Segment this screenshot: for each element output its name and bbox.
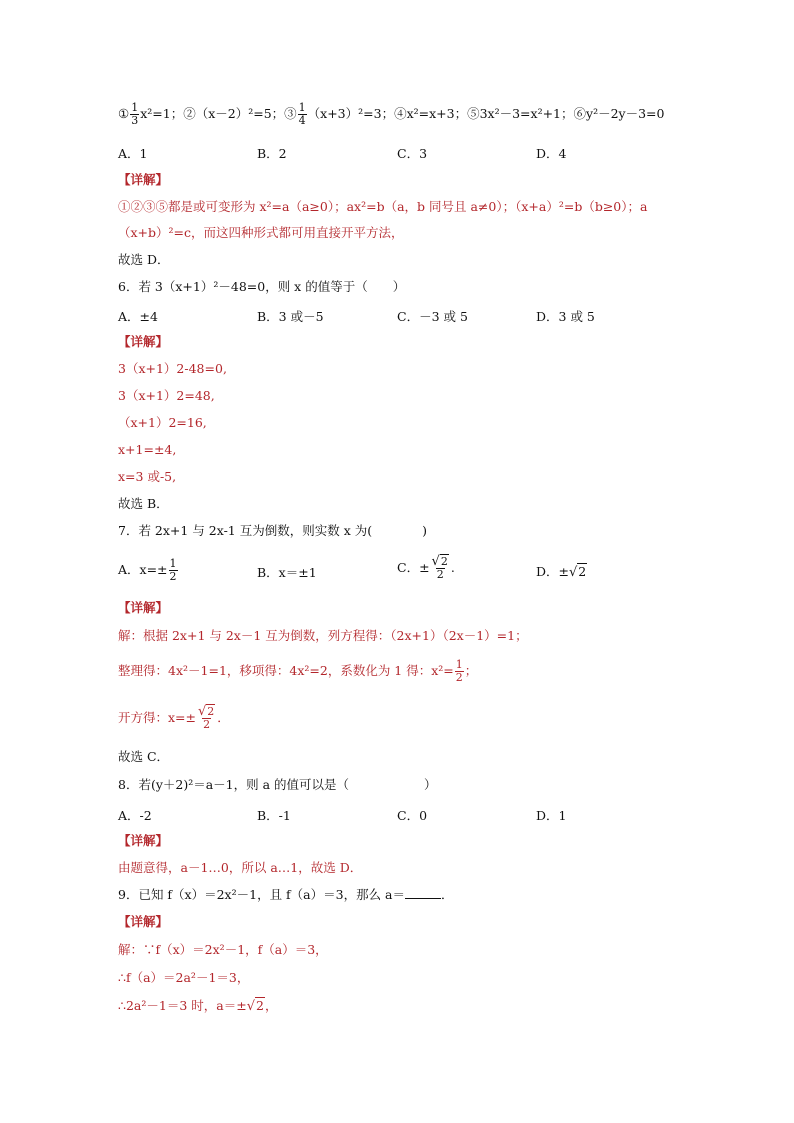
q5-items-text: x²=1；②（x－2）²=5；③ (140, 106, 297, 121)
q7-explain-heading: 【详解】 (118, 600, 169, 615)
q7-explain-line-3: 开方得：x=± $\frac{√2}{2}$ ． (118, 704, 230, 731)
q6-answer: 故选 B． (118, 496, 169, 511)
q7-answer: 故选 C． (118, 749, 170, 764)
q7-option-c: C．± $\frac{√2}{2}$ . (397, 554, 455, 581)
answer-blank (405, 886, 441, 899)
q5-fraction-1: $\frac{1}{3}$ (131, 101, 139, 127)
q6-stem: 6．若 3（x+1）²－48=0，则 x 的值等于（ ） (118, 279, 406, 294)
q7-option-d: D．±√2 (536, 564, 587, 580)
q5-stem (118, 102, 664, 127)
q6-option-d: D．3 或 5 (536, 309, 595, 324)
q5-option-a: A．1 (118, 146, 148, 161)
q5-fraction-2: $\frac{1}{4}$ (298, 101, 306, 127)
q7-explain-line-1: 解：根据 2x+1 与 2x－1 互为倒数，列方程得：（2x+1）（2x－1）=1； (118, 628, 528, 643)
q7-option-a-fraction: $\frac{1}{2}$ (169, 557, 177, 583)
q5-item-1-label: ① (118, 106, 130, 121)
q8-explain-heading: 【详解】 (118, 833, 169, 848)
q9-explain-line-3: ∴2a²－1＝3 时，a＝±√2， (118, 998, 278, 1014)
q6-option-b: B．3 或－5 (257, 309, 324, 324)
q9-explain-heading: 【详解】 (118, 914, 169, 929)
q7-explain-line-2: 整理得：4x²－1=1，移项得：4x²=2，系数化为 1 得：x²= $\frac{1}{2}$ ； (118, 658, 478, 684)
q8-option-b: B．-1 (257, 808, 291, 823)
q6-option-a: A．±4 (118, 309, 158, 324)
q5-option-b: B．2 (257, 146, 287, 161)
q6-step-5: x=3 或-5, (118, 469, 177, 484)
q7-option-c-fraction: $\frac{√2}{2}$ (431, 554, 448, 581)
q7-option-a: A．x=± $\frac{1}{2}$ (118, 557, 177, 583)
q9-explain-line-2: ∴f（a）＝2a²－1＝3， (118, 970, 250, 985)
q6-explain-heading: 【详解】 (118, 334, 169, 349)
q5-explain-line-1: ①②③⑤都是或可变形为 x²=a（a≥0）；ax²=b（a，b 同号且 a≠0）；（x+a）²=b（b≥0）；a (118, 199, 648, 214)
q6-step-2: 3（x+1）2=48, (118, 388, 215, 403)
q7-option-b: B．x＝±1 (257, 565, 317, 580)
sqrt-symbol-icon: √2 (569, 564, 587, 580)
q8-option-c: C．0 (397, 808, 428, 823)
q5-option-c: C．3 (397, 146, 428, 161)
q8-option-a: A．-2 (118, 808, 152, 823)
q8-explain: 由题意得，a－1…0，所以 a…1，故选 D． (118, 860, 363, 875)
sqrt-symbol-icon: √2 (246, 998, 264, 1014)
q9-stem: 9．已知 f（x）＝2x²－1，且 f（a）＝3，那么 a＝ ． (118, 887, 454, 902)
q5-items-text-2: （x+3）²=3；④x²=x+3；⑤3x²－3=x²+1；⑥y²－2y－3=0 (307, 106, 665, 121)
q9-explain-line-1: 解：∵f（x）＝2x²－1，f（a）＝3， (118, 942, 328, 957)
q7-line2-fraction: $\frac{1}{2}$ (455, 658, 463, 684)
q8-option-d: D．1 (536, 808, 567, 823)
q5-explain-line-2: （x+b）²=c，而这四种形式都可用直接开平方法， (118, 225, 404, 240)
sqrt-symbol-icon: √2 (198, 704, 215, 719)
q8-stem: 8．若(y＋2)²＝a－1，则 a 的值可以是（ ） (118, 777, 437, 792)
q6-step-3: （x+1）2=16, (118, 415, 207, 430)
q5-answer: 故选 D． (118, 252, 170, 267)
q7-stem: 7．若 2x+1 与 2x-1 互为倒数，则实数 x 为( ) (118, 523, 427, 538)
q6-option-c: C．－3 或 5 (397, 309, 468, 324)
sqrt-symbol-icon: √2 (431, 554, 448, 569)
q6-step-1: 3（x+1）2-48=0, (118, 361, 227, 376)
q5-explain-heading: 【详解】 (118, 172, 169, 187)
q5-option-d: D．4 (536, 146, 567, 161)
q7-line3-fraction: $\frac{√2}{2}$ (198, 704, 215, 731)
q6-step-4: x+1=±4, (118, 442, 177, 457)
